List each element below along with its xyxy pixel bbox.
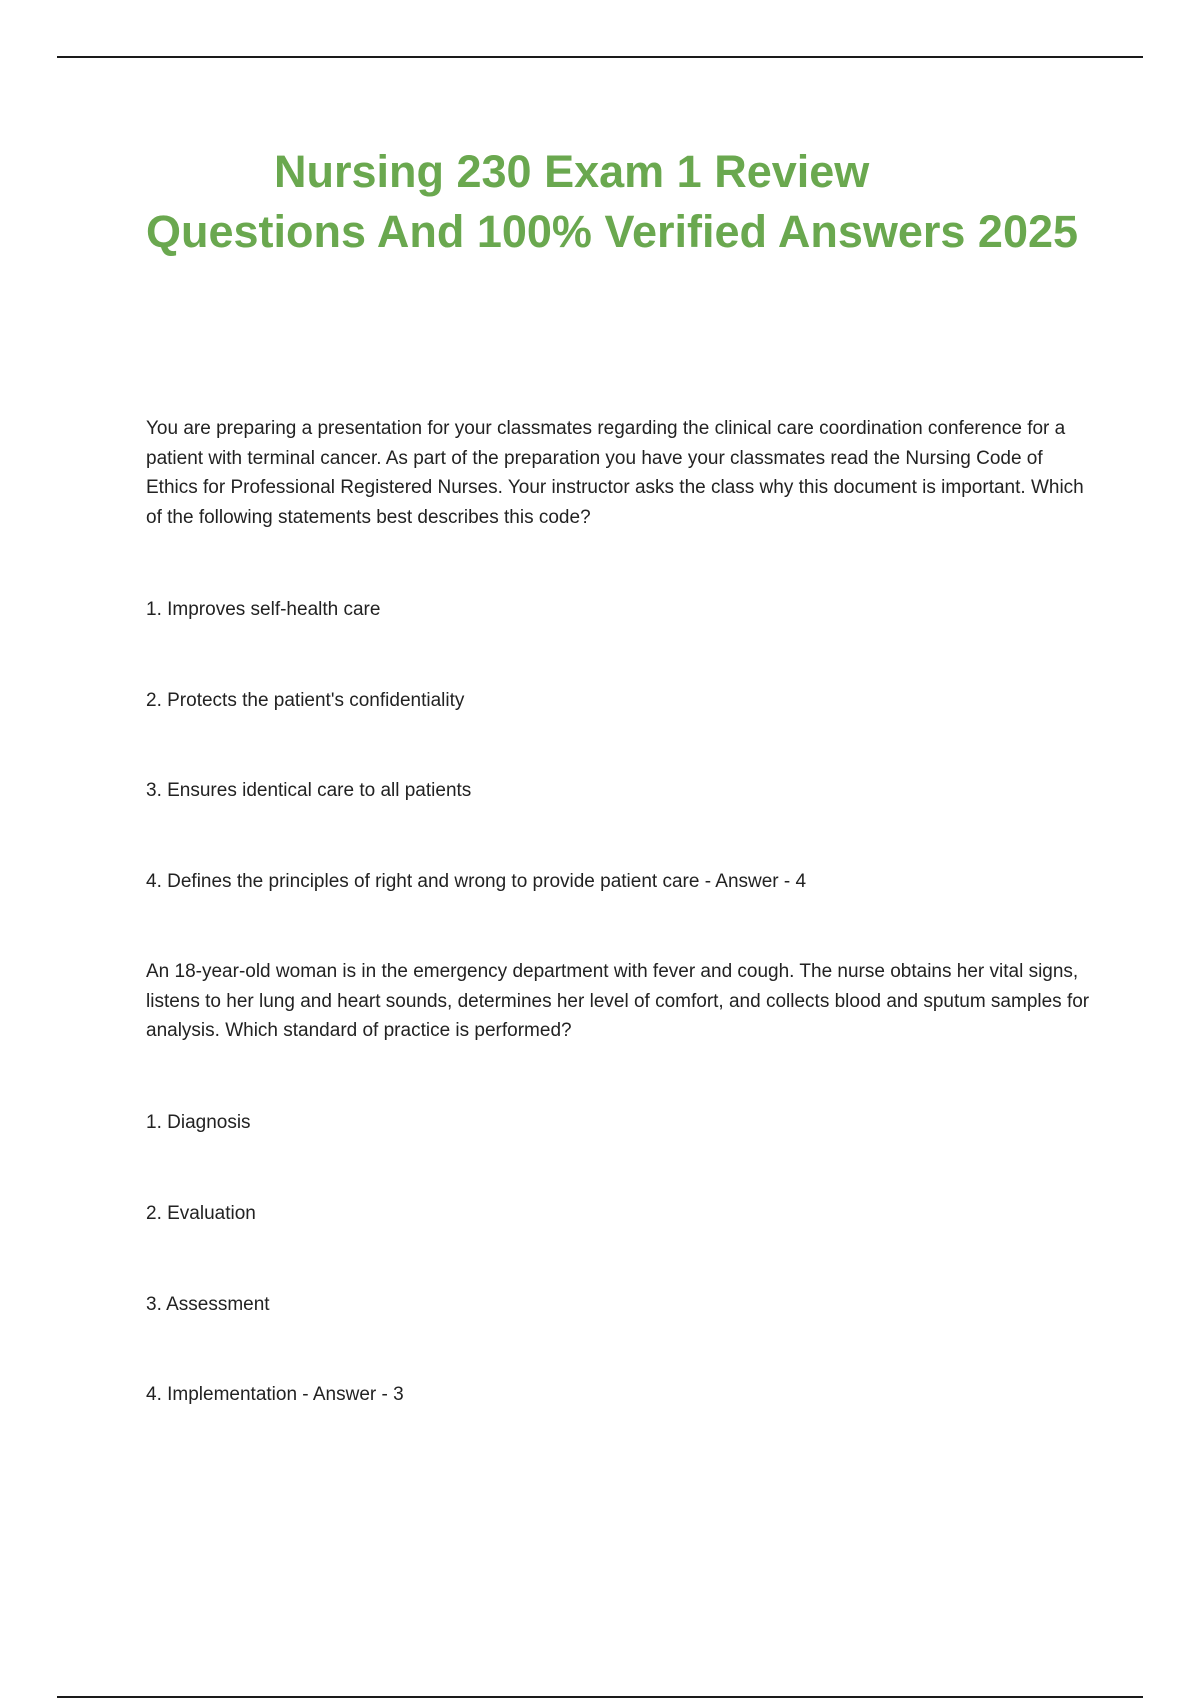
question-1-text: You are preparing a presentation for your classmates regarding the clinical care coordination conference for a patient with terminal cancer. As part of the preparation you have your classmates read the Nursing Code of Ethics for Professional Registered Nurses. Your instructor asks the class why this document is important. Which of the following statements best describes this code? <box>146 418 1084 528</box>
question-1-option-2: 2. Protects the patient's confidentiality <box>146 690 465 711</box>
question-2-text: An 18-year-old woman is in the emergency department with fever and cough. The nurse obtains her vital signs, listens to her lung and heart sounds, determines her level of comfort, and collects blood and sputum samples for analysis. Which standard of practice is performed? <box>146 961 1090 1041</box>
document-title: Nursing 230 Exam 1 Review Questions And 100% Verified Answers 2025 <box>146 146 1079 257</box>
question-2-option-3: 3. Assessment <box>146 1294 270 1315</box>
top-rule <box>57 56 1143 58</box>
question-1-option-1: 1. Improves self-health care <box>146 599 381 620</box>
question-2-option-2: 2. Evaluation <box>146 1203 256 1224</box>
question-1-option-4-answer: 4. Defines the principles of right and wrong to provide patient care - Answer - 4 <box>146 871 807 892</box>
bottom-rule <box>57 1696 1143 1698</box>
question-2-option-4-answer: 4. Implementation - Answer - 3 <box>146 1384 404 1405</box>
question-2-option-1: 1. Diagnosis <box>146 1112 251 1133</box>
question-1-option-3: 3. Ensures identical care to all patients <box>146 780 472 801</box>
